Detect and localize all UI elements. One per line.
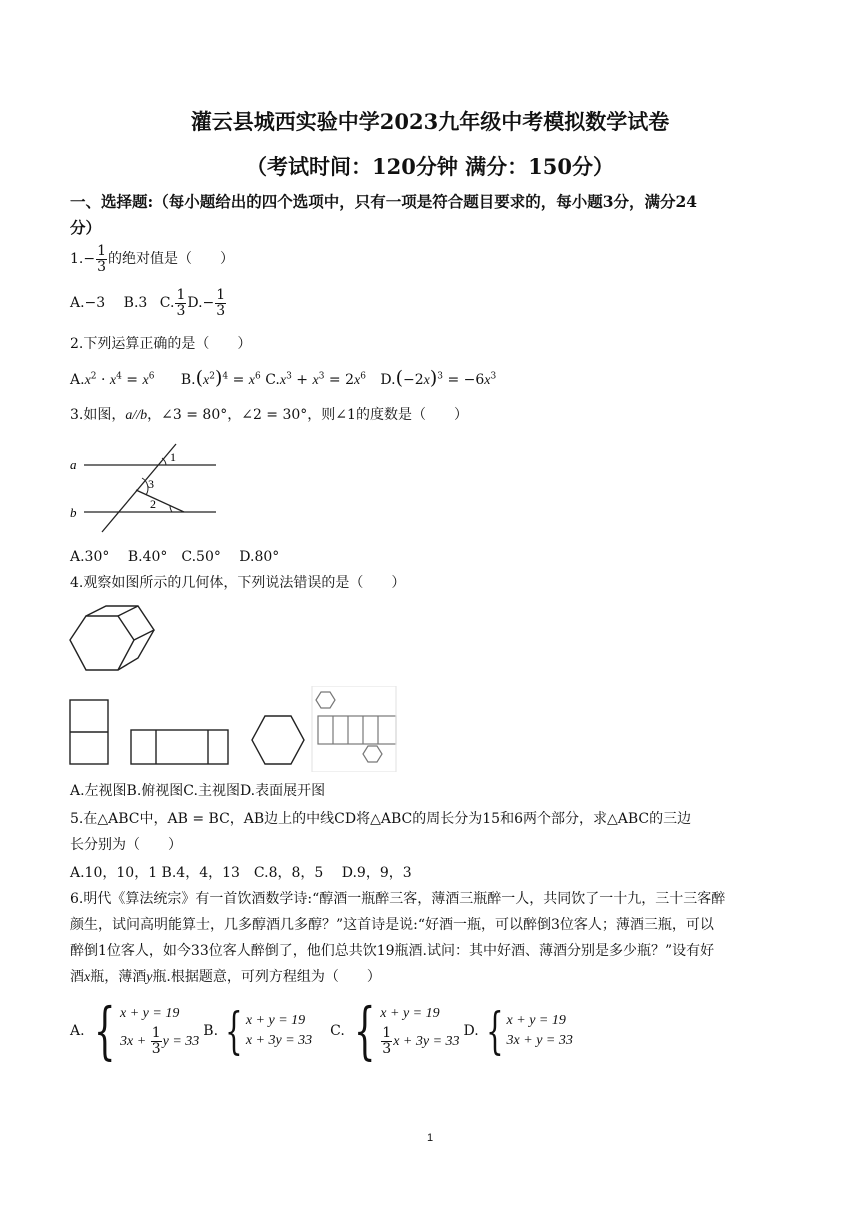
option-d: D.: [463, 1023, 479, 1039]
question-3-options: A.30° B.40° C.50° D.80°: [70, 549, 280, 565]
question-1-options: [70, 288, 227, 318]
fraction: $\frac{1}{3}$: [176, 287, 186, 319]
question-5-line2: 长分别为（ ）: [70, 837, 182, 853]
question-2-stem: 2.下列运算正确的是（ ）: [70, 336, 252, 352]
segment-line: [136, 490, 184, 512]
section-header-line2: 分）: [70, 218, 102, 237]
equation-system-c: { x + y = 19 $\frac{1}{3}$ x + 3y = 33: [353, 994, 460, 1067]
label-b: b: [70, 505, 77, 520]
label-a: a: [70, 457, 77, 472]
option-a: A.: [70, 1023, 85, 1039]
label-angle-2: 2: [150, 497, 156, 511]
transversal-line: [102, 444, 176, 532]
question-4-options: A.左视图B.俯视图C.主视图D.表面展开图: [70, 783, 326, 799]
document-subtitle: （考试时间：120分钟 满分：150分）: [246, 154, 614, 179]
equation-system-d: { x + y = 19 3x + y = 33: [485, 1002, 573, 1060]
question-6-options: [70, 994, 573, 1067]
question-3-stem: 3.如图，a//b，∠3 = 80°，∠2 = 30°，则∠1的度数是（ ）: [70, 407, 468, 423]
top-view: [131, 730, 228, 764]
question-number: 1.: [70, 251, 84, 268]
option-c: C.: [330, 1023, 345, 1039]
page-number: 1: [426, 1132, 434, 1144]
surface-net: [312, 686, 396, 772]
equation-system-a: { x + y = 19 3x + $\frac{1}{3}$ y = 33: [93, 994, 200, 1067]
question-1-stem: [70, 244, 234, 274]
question-4-stem: 4.观察如图所示的几何体，下列说法错误的是（ ）: [70, 575, 406, 591]
option-d: D.: [380, 372, 396, 388]
option-b: B.: [203, 1023, 219, 1039]
equation-system-b: { x + y = 19 x + 3y = 33: [225, 1002, 313, 1060]
question-5-line1: 5.在△ABC中，AB = BC，AB边上的中线CD将△ABC的周长分为15和6两个部分，求△ABC的三边: [70, 811, 692, 827]
option-c: C.: [265, 372, 280, 388]
question-5-options: A.10，10，1 B.4，4，13 C.8，8，5 D.9，9，3: [70, 865, 412, 881]
parallel-lines-figure: [66, 440, 226, 538]
question-6-line1: 6.明代《算法统宗》有一首饮酒数学诗:“醇酒一瓶醉三客，薄酒三瓶醉一人，共同饮了一十九，三十三客醉: [70, 891, 726, 907]
label-angle-1: 1: [170, 450, 176, 464]
option-c: C.: [159, 295, 175, 312]
question-6-line4: 酒x瓶，薄酒y瓶.根据题意，可列方程组为（ ）: [70, 969, 381, 985]
hexagonal-prism-figure: [68, 604, 160, 674]
option-a: A.: [70, 372, 85, 388]
question-1-tail: 的绝对值是（ ）: [108, 251, 235, 268]
minus-sign: −: [83, 251, 96, 268]
option-a: A.−3: [70, 295, 106, 312]
question-6-line3: 醉倒1位客人，如今33位客人醉倒了，他们总共饮19瓶酒.试问：其中好酒、薄酒分别是多少瓶？”设有好: [70, 943, 715, 959]
question-2-options: $A.x^2 \cdot x^4 = x^6$ $B.(x^2)^4 = x^6$ $C.x^3 + x^3 = 2x^6$ $D.(-2x)^3 = -6x^3$: [70, 367, 497, 389]
document-title: 灌云县城西实验中学2023九年级中考模拟数学试卷: [190, 109, 670, 134]
fraction: $\frac{1}{3}$: [97, 243, 107, 275]
option-d: D.−: [187, 295, 215, 312]
option-b: B.3: [123, 295, 148, 312]
option-b: B.: [180, 372, 196, 388]
label-angle-3: 3: [148, 477, 154, 491]
fraction: $\frac{1}{3}$: [216, 287, 226, 319]
section-header-line1: 一、选择题:（每小题给出的四个选项中，只有一项是符合题目要求的，每小题3分，满分24: [70, 192, 698, 211]
question-6-line2: 颜生，试问高明能算士，几多醇酒几多醇？”这首诗是说:“好酒一瓶，可以醉倒3位客人；薄酒三瓶，可以: [70, 917, 714, 933]
front-view: [252, 716, 304, 764]
views-figure: [68, 686, 408, 772]
